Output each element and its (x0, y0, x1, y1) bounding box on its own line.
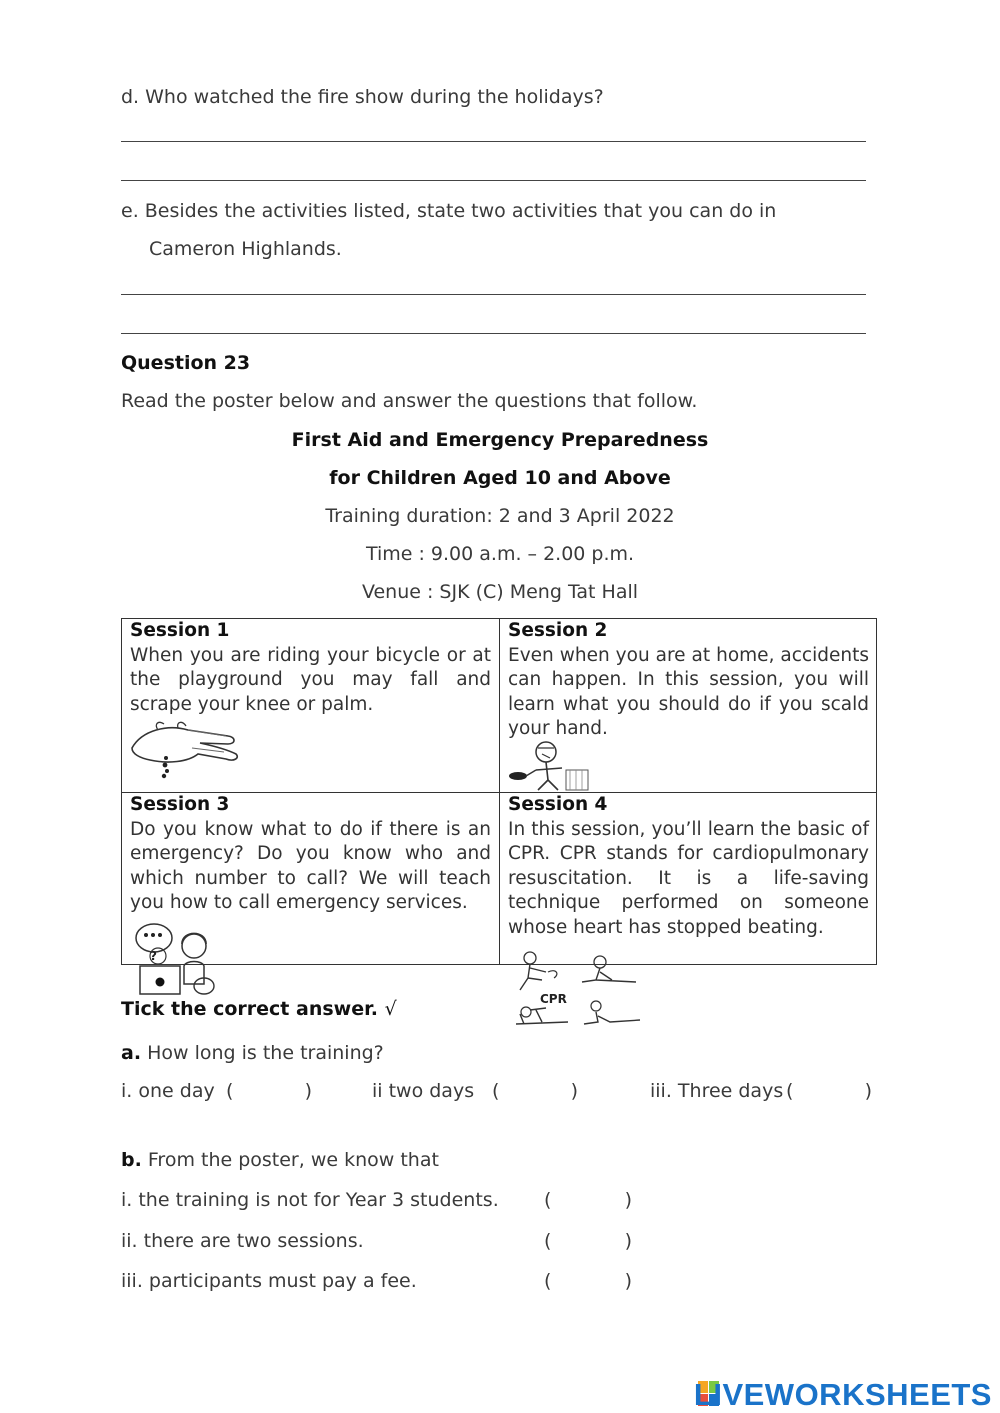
paren-open: ( (544, 1270, 552, 1292)
svg-text:?: ? (150, 949, 157, 963)
cpr-icon (512, 950, 644, 1032)
answer-line[interactable] (121, 333, 866, 334)
option-a1: i. one day (121, 1080, 215, 1102)
session-4-cell (508, 793, 869, 941)
poster-subtitle: for Children Aged 10 and Above (329, 467, 671, 489)
session-3-cell (130, 793, 491, 916)
question-b-label: b. (121, 1149, 142, 1171)
instruction: Read the poster below and answer the questions that follow. (121, 390, 698, 412)
paren-close: ) (624, 1230, 632, 1252)
session-title: Session 4 (508, 794, 608, 815)
tick-instruction (121, 997, 397, 1021)
tick-box-b2[interactable] (544, 1229, 632, 1253)
poster-title: First Aid and Emergency Preparedness (291, 429, 709, 451)
session-text: In this session, you’ll learn the basic of CPR. CPR stands for cardiopulmonary resuscitation. It is a life-saving technique performed on someone whose heart has stopped beating. (508, 818, 869, 938)
session-text: Even when you are at home, accidents can happen. In this session, you will learn what you should do if you scald your hand. (508, 644, 869, 740)
scald-icon (508, 740, 593, 792)
tick-box-a1[interactable] (226, 1079, 312, 1103)
poster-duration: Training duration: 2 and 3 April 2022 (325, 505, 675, 527)
tick-box-a2[interactable] (492, 1079, 578, 1103)
paren-close: ) (624, 1270, 632, 1292)
scraped-hand-icon (128, 718, 243, 780)
paren-open: ( (786, 1080, 794, 1102)
poster-venue: Venue : SJK (C) Meng Tat Hall (361, 581, 639, 603)
tick-box-a3[interactable] (786, 1079, 872, 1103)
question-b (121, 1148, 439, 1172)
option-b3: iii. participants must pay a fee. (121, 1270, 417, 1292)
answer-line[interactable] (121, 294, 866, 295)
poster-time: Time : 9.00 a.m. – 2.00 p.m. (365, 543, 635, 565)
question-b-text: From the poster, we know that (147, 1149, 439, 1171)
paren-open: ( (226, 1080, 234, 1102)
tick-box-b1[interactable] (544, 1188, 632, 1212)
paren-open: ( (544, 1189, 552, 1211)
session-2-cell (508, 619, 869, 742)
cpr-label: CPR (540, 992, 567, 1006)
emergency-call-icon (132, 920, 218, 996)
session-text: When you are riding your bicycle or at the playground you may fall and scrape your knee or palm. (130, 644, 491, 715)
option-b2: ii. there are two sessions. (121, 1230, 364, 1252)
session-text: Do you know what to do if there is an emergency? Do you know who and which number to call? We will teach you how to call emergency services. (130, 818, 491, 914)
tick-instruction-text: Tick the correct answer. (121, 998, 378, 1020)
option-b1: i. the training is not for Year 3 students. (121, 1189, 499, 1211)
paren-close: ) (304, 1080, 312, 1102)
paren-open: ( (492, 1080, 500, 1102)
question-a-text: How long is the training? (147, 1042, 384, 1064)
answer-line[interactable] (121, 180, 866, 181)
tick-mark: √ (384, 998, 397, 1020)
session-title: Session 3 (130, 794, 230, 815)
question-heading: Question 23 (121, 352, 251, 374)
answer-line[interactable] (121, 141, 866, 142)
paren-close: ) (624, 1189, 632, 1211)
session-title: Session 2 (508, 620, 608, 641)
tick-box-b3[interactable] (544, 1269, 632, 1293)
question-a-label: a. (121, 1042, 142, 1064)
paren-close: ) (864, 1080, 872, 1102)
option-a2: ii two days (372, 1080, 475, 1102)
question-e-cont: Cameron Highlands. (149, 238, 342, 260)
brand-logo[interactable]: LIVEWORKSHEETS (693, 1377, 992, 1412)
question-d: d. Who watched the fire show during the holidays? (121, 86, 604, 108)
session-1-cell (130, 619, 491, 717)
option-a3: iii. Three days (650, 1080, 784, 1102)
paren-close: ) (570, 1080, 578, 1102)
question-e: e. Besides the activities listed, state two activities that you can do in (121, 200, 777, 222)
question-a (121, 1041, 384, 1065)
paren-open: ( (544, 1230, 552, 1252)
session-title: Session 1 (130, 620, 230, 641)
